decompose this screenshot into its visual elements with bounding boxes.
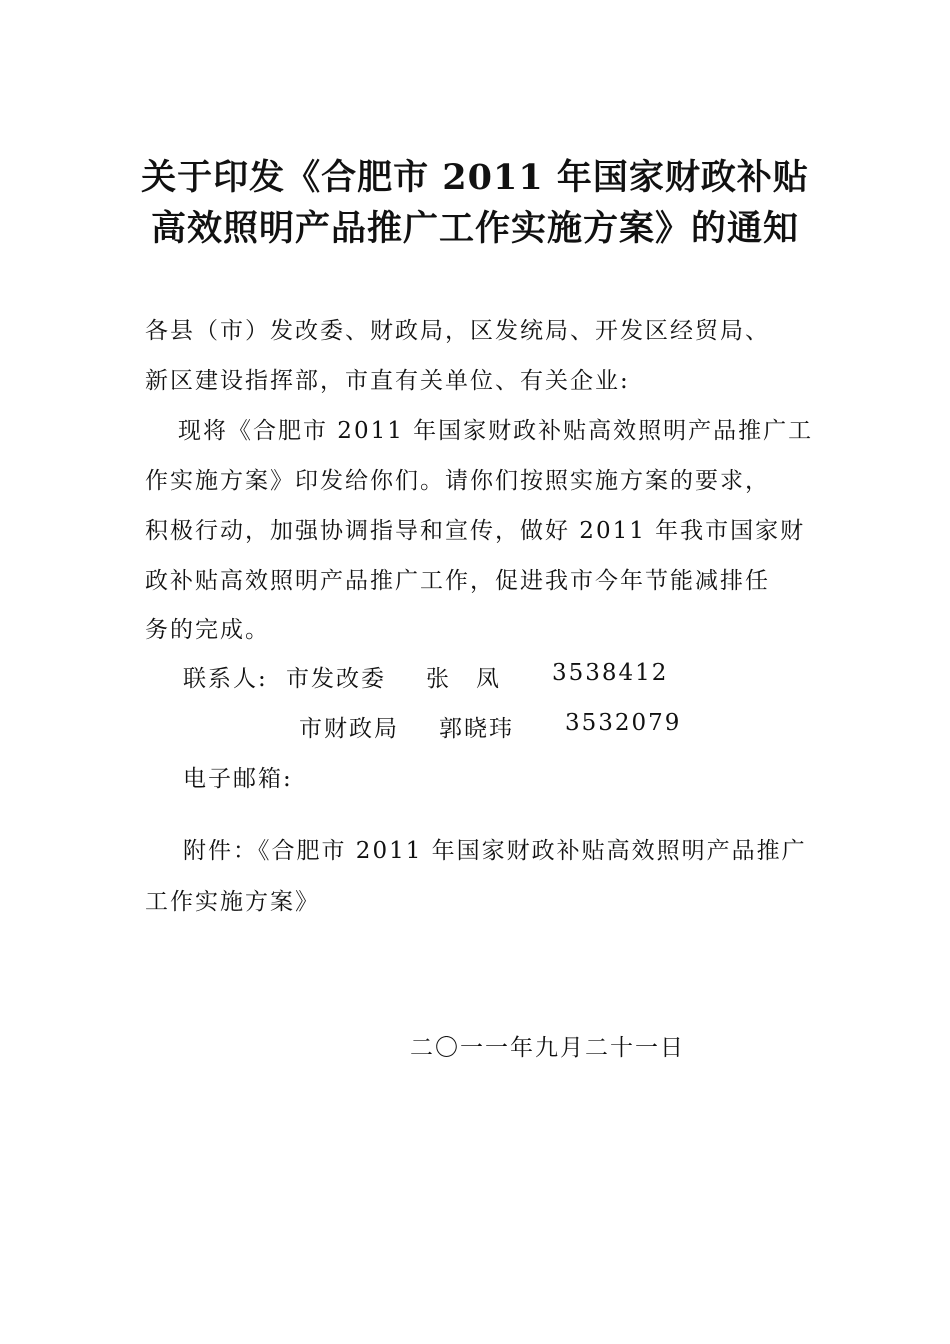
contact-org-1: 市发改委 — [286, 666, 386, 692]
body-line-1: 现将《合肥市 2011 年国家财政补贴高效照明产品推广工 — [178, 418, 814, 444]
addressee-line-2: 新区建设指挥部，市直有关单位、有关企业: — [145, 368, 630, 394]
contact-name-2: 郭晓玮 — [439, 716, 514, 742]
document-title-line-2: 高效照明产品推广工作实施方案》的通知 — [150, 208, 799, 249]
contact-org-2: 市财政局 — [299, 716, 399, 742]
body-line-3: 积极行动，加强协调指导和宣传，做好 2011 年我市国家财 — [145, 518, 806, 544]
attachment-line-2: 工作实施方案》 — [145, 889, 320, 915]
contact-phone-1: 3538412 — [552, 660, 669, 686]
body-line-2: 作实施方案》印发给你们。请你们按照实施方案的要求， — [145, 468, 770, 494]
attachment-line-1: 附件：《合肥市 2011 年国家财政补贴高效照明产品推广 — [183, 838, 807, 864]
document-title-line-1: 关于印发《合肥市 2011 年国家财政补贴 — [141, 157, 809, 198]
email-label: 电子邮箱: — [183, 766, 293, 792]
body-line-4: 政补贴高效照明产品推广工作，促进我市今年节能减排任 — [145, 568, 770, 594]
contact-label: 联系人: — [183, 666, 268, 692]
document-date: 二〇一一年九月二十一日 — [410, 1035, 685, 1061]
body-line-5: 务的完成。 — [145, 617, 270, 643]
contact-phone-2: 3532079 — [565, 710, 682, 736]
contact-name-1: 张 凤 — [426, 666, 501, 692]
addressee-line-1: 各县（市）发改委、财政局，区发统局、开发区经贸局、 — [145, 318, 770, 344]
